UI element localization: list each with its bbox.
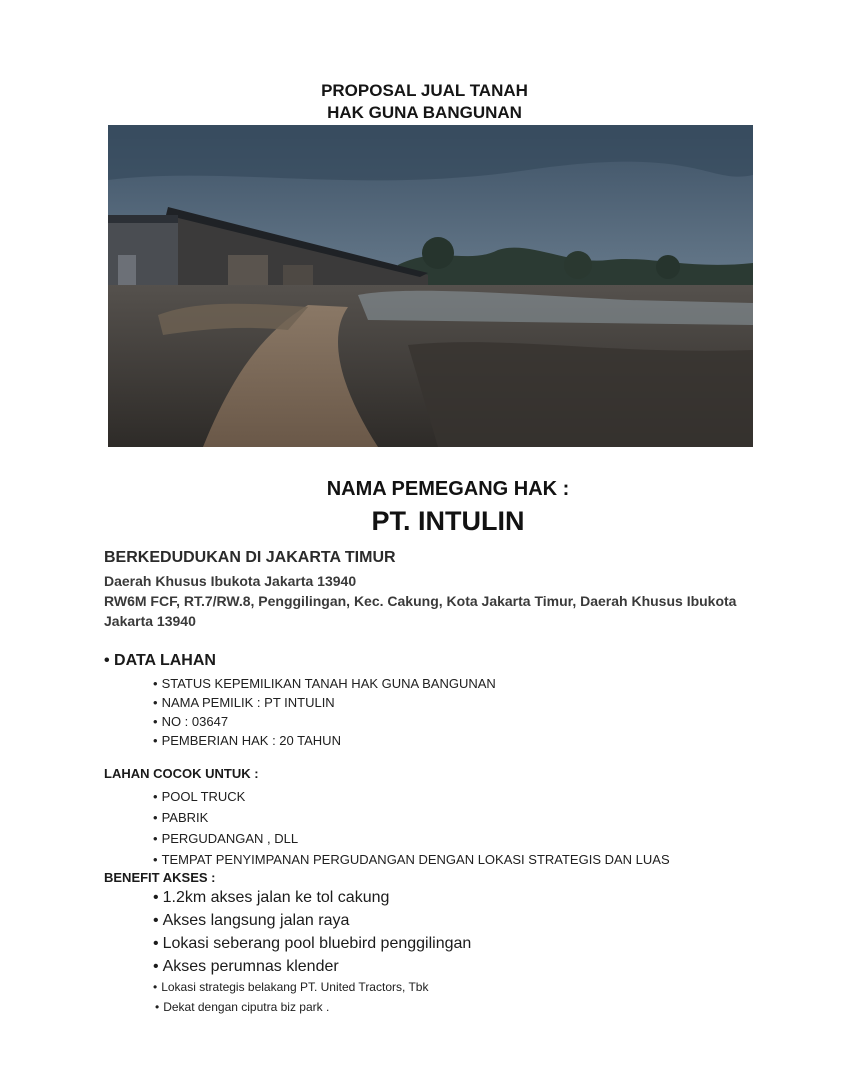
bullet-icon: • bbox=[155, 1000, 160, 1014]
holder-name: PT. INTULIN bbox=[371, 506, 525, 536]
list-item: • NAMA PEMILIK : PT INTULIN bbox=[153, 695, 335, 710]
location-heading: BERKEDUDUKAN DI JAKARTA TIMUR bbox=[104, 549, 396, 566]
address-line2: RW6M FCF, RT.7/RW.8, Penggilingan, Kec. Cakung, Kota Jakarta Timur, Daerah Khusus Ibukota Jakarta 13940 bbox=[104, 593, 737, 629]
land-photo bbox=[108, 125, 753, 447]
list-item: • PEMBERIAN HAK : 20 TAHUN bbox=[153, 733, 341, 748]
benefit-heading: BENEFIT AKSES : bbox=[104, 870, 216, 885]
bullet-icon: • bbox=[153, 912, 159, 929]
list-item: • TEMPAT PENYIMPANAN PERGUDANGAN DENGAN LOKASI STRATEGIS DAN LUAS bbox=[153, 852, 670, 867]
bullet-icon: • bbox=[153, 831, 158, 846]
benefit-list-large bbox=[153, 886, 471, 978]
list-item: • Lokasi strategis belakang PT. United Tractors, Tbk bbox=[153, 980, 429, 994]
data-lahan-list bbox=[153, 674, 496, 750]
bullet-icon: • bbox=[153, 935, 159, 952]
bullet-icon: • bbox=[153, 789, 158, 804]
cocok-heading: LAHAN COCOK UNTUK : bbox=[104, 766, 259, 781]
bullet-icon: • bbox=[153, 810, 158, 825]
bullet-icon: • bbox=[153, 695, 158, 710]
bullet-icon: • bbox=[153, 958, 159, 975]
list-item: • PABRIK bbox=[153, 810, 209, 825]
data-lahan-heading: • DATA LAHAN bbox=[104, 652, 216, 669]
address-line1: Daerah Khusus Ibukota Jakarta 13940 bbox=[104, 573, 357, 589]
list-item: • Lokasi seberang pool bluebird penggilingan bbox=[153, 935, 472, 952]
bullet-icon: • bbox=[153, 714, 158, 729]
list-item: • NO : 03647 bbox=[153, 714, 229, 729]
list-item: • STATUS KEPEMILIKAN TANAH HAK GUNA BANGUNAN bbox=[153, 676, 496, 691]
document-title-line2: HAK GUNA BANGUNAN bbox=[327, 103, 522, 122]
cocok-list bbox=[153, 786, 670, 870]
holder-label: NAMA PEMEGANG HAK : bbox=[326, 478, 570, 500]
list-item: • Akses perumnas klender bbox=[153, 958, 339, 975]
list-item: • 1.2km akses jalan ke tol cakung bbox=[153, 889, 390, 906]
list-item: • POOL TRUCK bbox=[153, 789, 246, 804]
bullet-icon: • bbox=[153, 980, 158, 994]
document-title-line1: PROPOSAL JUAL TANAH bbox=[321, 81, 528, 100]
list-item: • Dekat dengan ciputra biz park . bbox=[155, 1000, 330, 1014]
bullet-icon: • bbox=[153, 889, 159, 906]
bullet-icon: • bbox=[153, 733, 158, 748]
list-item: • PERGUDANGAN , DLL bbox=[153, 831, 299, 846]
bullet-icon: • bbox=[153, 852, 158, 867]
benefit-list-small bbox=[153, 977, 428, 1017]
bullet-icon: • bbox=[153, 676, 158, 691]
list-item: • Akses langsung jalan raya bbox=[153, 912, 350, 929]
